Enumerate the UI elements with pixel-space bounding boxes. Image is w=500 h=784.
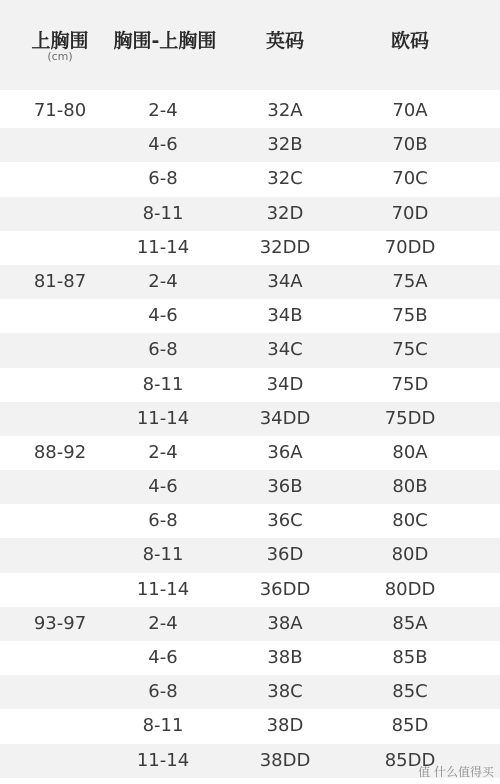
- table-row: [0, 128, 500, 162]
- cell-underbust: [10, 299, 110, 333]
- cell-underbust: [10, 744, 110, 778]
- cell-eu-size: 70DD: [384, 236, 436, 258]
- header-eu-size: 欧码: [390, 30, 429, 52]
- cell-difference: 6-8: [148, 681, 178, 703]
- cell-uk-size: 38D: [266, 715, 304, 737]
- table-row: [0, 402, 500, 436]
- watermark: 值 什么值得买: [418, 765, 494, 779]
- cell-uk-size: 34C: [267, 339, 303, 361]
- cell-difference: 6-8: [148, 510, 178, 532]
- cell-underbust: [10, 675, 110, 709]
- cell-uk-size: 38B: [267, 647, 303, 668]
- cell-difference: 11-14: [136, 407, 190, 429]
- cell-underbust: 71-80: [33, 100, 87, 121]
- table-row: [0, 368, 500, 402]
- cell-eu-size: 75DD: [384, 407, 436, 429]
- cell-difference: 6-8: [148, 339, 178, 361]
- table-row: [0, 470, 500, 504]
- table-row: [0, 299, 500, 333]
- cell-eu-size: 85DD: [384, 749, 436, 771]
- cell-underbust: [10, 402, 110, 436]
- cell-uk-size: 34DD: [259, 407, 311, 429]
- cell-uk-size: 32A: [267, 100, 303, 121]
- table-row: [0, 641, 500, 675]
- cell-difference: 2-4: [148, 441, 178, 463]
- cell-uk-size: 34B: [267, 305, 303, 327]
- table-row: [0, 675, 500, 709]
- cell-underbust: [10, 709, 110, 743]
- cell-eu-size: 75C: [392, 339, 428, 361]
- cell-uk-size: 38C: [267, 681, 303, 703]
- cell-eu-size: 75B: [392, 305, 428, 327]
- cell-uk-size: 34D: [266, 373, 304, 395]
- table-row: [0, 709, 500, 743]
- cell-underbust: [10, 162, 110, 196]
- table-row: [0, 436, 500, 470]
- cell-eu-size: 85C: [392, 681, 428, 703]
- cell-difference: 8-11: [142, 373, 184, 395]
- cell-underbust: [10, 538, 110, 572]
- header-underbust: 上胸围: [31, 30, 89, 52]
- cell-difference: 2-4: [148, 100, 178, 121]
- table-header: [0, 0, 500, 90]
- cell-underbust: 88-92: [33, 441, 87, 463]
- cell-uk-size: 36C: [267, 510, 303, 532]
- cell-difference: 4-6: [148, 476, 178, 498]
- cell-uk-size: 36DD: [259, 578, 311, 600]
- cell-difference: 4-6: [148, 647, 178, 668]
- table-row: [0, 504, 500, 538]
- cell-underbust: [10, 333, 110, 367]
- header-difference: 胸围-上胸围: [113, 30, 217, 52]
- cell-eu-size: 85A: [392, 612, 428, 634]
- table-row: [0, 333, 500, 367]
- cell-eu-size: 80D: [391, 544, 429, 566]
- cell-uk-size: 38A: [267, 612, 303, 634]
- table-row: [0, 162, 500, 196]
- cell-eu-size: 70D: [391, 202, 429, 224]
- cell-underbust: [10, 504, 110, 538]
- table-row: [0, 197, 500, 231]
- cell-uk-size: 36B: [267, 476, 303, 498]
- table-row: [0, 231, 500, 265]
- cell-difference: 8-11: [142, 544, 184, 566]
- size-table-body: [0, 94, 500, 778]
- cell-uk-size: 32DD: [259, 236, 311, 258]
- table-row: [0, 573, 500, 607]
- cell-difference: 11-14: [136, 749, 190, 771]
- cell-uk-size: 38DD: [259, 749, 311, 771]
- cell-eu-size: 75A: [392, 270, 428, 292]
- cell-underbust: [10, 197, 110, 231]
- cell-eu-size: 80C: [392, 510, 428, 532]
- cell-eu-size: 80DD: [384, 578, 436, 600]
- cell-underbust: [10, 641, 110, 675]
- cell-difference: 8-11: [142, 202, 184, 224]
- cell-uk-size: 34A: [267, 270, 303, 292]
- table-row: [0, 265, 500, 299]
- cell-underbust: [10, 128, 110, 162]
- table-row: [0, 94, 500, 128]
- cell-eu-size: 85B: [392, 647, 428, 668]
- cell-difference: 11-14: [136, 578, 190, 600]
- cell-uk-size: 32D: [266, 202, 304, 224]
- cell-underbust: [10, 368, 110, 402]
- cell-difference: 2-4: [148, 270, 178, 292]
- cell-underbust: [10, 573, 110, 607]
- header-underbust-unit: (cm): [47, 50, 73, 63]
- cell-uk-size: 36D: [266, 544, 304, 566]
- cell-difference: 11-14: [136, 236, 190, 258]
- cell-eu-size: 80A: [392, 441, 428, 463]
- cell-eu-size: 70A: [392, 100, 428, 121]
- header-uk-size: 英码: [265, 30, 304, 52]
- cell-difference: 4-6: [148, 305, 178, 327]
- cell-eu-size: 70C: [392, 168, 428, 190]
- cell-underbust: [10, 470, 110, 504]
- cell-underbust: [10, 231, 110, 265]
- cell-eu-size: 85D: [391, 715, 429, 737]
- table-row: [0, 538, 500, 572]
- cell-difference: 8-11: [142, 715, 184, 737]
- table-row: [0, 607, 500, 641]
- cell-uk-size: 36A: [267, 441, 303, 463]
- cell-uk-size: 32B: [267, 134, 303, 156]
- cell-underbust: 93-97: [33, 612, 87, 634]
- cell-difference: 6-8: [148, 168, 178, 190]
- cell-eu-size: 80B: [392, 476, 428, 498]
- cell-uk-size: 32C: [267, 168, 303, 190]
- cell-eu-size: 70B: [392, 134, 428, 156]
- cell-underbust: 81-87: [33, 270, 87, 292]
- cell-difference: 2-4: [148, 612, 178, 634]
- cell-eu-size: 75D: [391, 373, 429, 395]
- cell-difference: 4-6: [148, 134, 178, 156]
